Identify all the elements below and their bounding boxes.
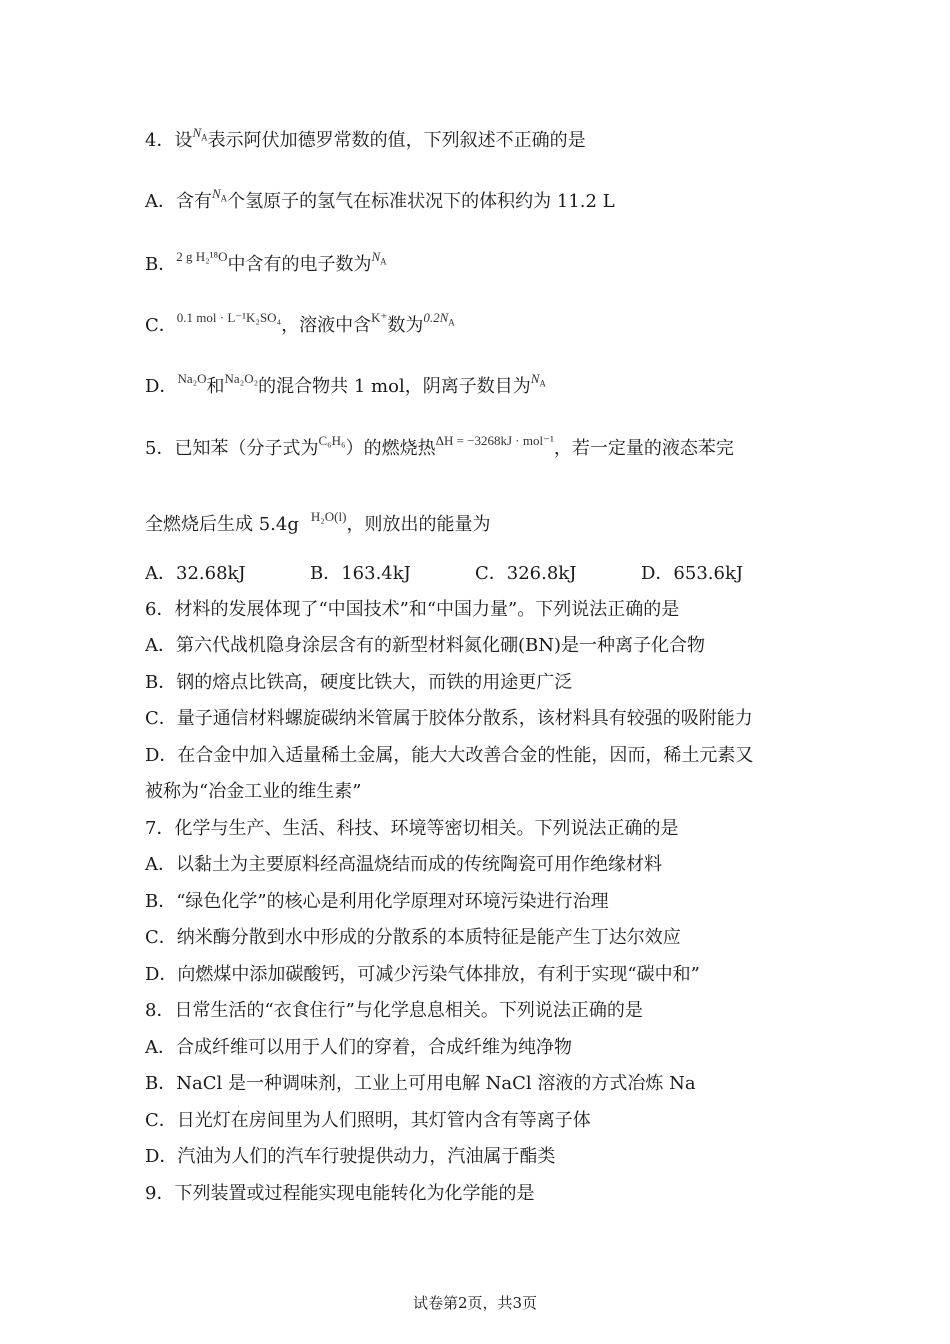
q5-stem: 5．已知苯（分子式为$^{C_6H_6}$）的燃烧热$^{\Delta H = -3268kJ \cdot mol^{-1}}$，若一定量的液态苯完 — [145, 433, 734, 459]
na-symbol: NA — [212, 186, 228, 204]
water-formula: H₂O(l) — [310, 509, 347, 524]
q5-options — [145, 563, 845, 585]
q7-stem: 7．化学与生产、生活、科技、环境等密切相关。下列说法正确的是 — [145, 818, 679, 839]
q9-stem: 9．下列装置或过程能实现电能转化为化学能的是 — [145, 1183, 535, 1204]
q6-option-a: A．第六代战机隐身涂层含有的新型材料氮化硼(BN)是一种离子化合物 — [145, 635, 706, 656]
q7-option-d: D．向燃煤中添加碳酸钙，可减少污染气体排放，有利于实现“碳中和” — [145, 964, 700, 985]
k-ion: K⁺ — [371, 310, 388, 325]
na2o2-formula: Na₂O₂ — [224, 371, 259, 386]
na-symbol: NA — [371, 249, 387, 267]
c-value: 0.2NA — [423, 310, 455, 328]
na-symbol: NA — [530, 371, 546, 389]
q6-option-d: D．在合金中加入适量稀土金属，能大大改善合金的性能，因而，稀土元素又 — [145, 745, 754, 766]
q4-stem: 4．设$^{N_A}$表示阿伏加德罗常数的值，下列叙述不正确的是 — [145, 125, 586, 151]
q8-stem: 8．日常生活的“衣食住行”与化学息息相关。下列说法正确的是 — [145, 1000, 643, 1021]
q5-option-c: C．326.8kJ — [475, 563, 577, 584]
q8-option-b: B．NaCl 是一种调味剂，工业上可用电解 NaCl 溶液的方式冶炼 Na — [145, 1073, 696, 1094]
q4-option-c: C．$^{0.1 mol \cdot L^{-1}K_2SO_4}$，溶液中含$^{K^+}$数为$^{0.2N_A}$ — [145, 310, 455, 336]
q4-option-b: B．$^{2 g H_2^{18}O}$中含有的电子数为$^{N_A}$ — [145, 249, 387, 275]
q5-option-a: A．32.68kJ — [145, 563, 246, 584]
q4-option-a: A．含有$^{N_A}$个氢原子的氢气在标准状况下的体积约为 11.2 L — [145, 186, 615, 212]
benzene-formula: C₆H₆ — [318, 433, 346, 448]
q7-option-a: A．以黏土为主要原料经高温烧结而成的传统陶瓷可用作绝缘材料 — [145, 854, 662, 875]
q6-option-c: C．量子通信材料螺旋碳纳米管属于胶体分散系，该材料具有较强的吸附能力 — [145, 708, 753, 729]
delta-h: ΔH = −3268kJ · mol⁻¹ — [435, 433, 554, 448]
c-formula: 0.1 mol · L⁻¹K₂SO₄ — [176, 310, 282, 325]
q7-option-c: C．纳米酶分散到水中形成的分散系的本质特征是能产生丁达尔效应 — [145, 927, 681, 948]
q6-option-d-cont: 被称为“冶金工业的维生素” — [145, 781, 362, 802]
q5-option-d: D．653.6kJ — [641, 563, 744, 584]
q6-stem: 6．材料的发展体现了“中国技术”和“中国力量”。下列说法正确的是 — [145, 599, 680, 620]
q6-option-b: B．钢的熔点比铁高，硬度比铁大，而铁的用途更广泛 — [145, 672, 573, 693]
q8-option-c: C．日光灯在房间里为人们照明，其灯管内含有等离子体 — [145, 1110, 591, 1131]
na-symbol: NA — [192, 125, 208, 143]
q4-option-d: D．$^{Na_2O}$和$^{Na_2O_2}$的混合物共 1 mol，阴离子数目为$^{N_A}$ — [145, 371, 546, 397]
q5-stem-line2: 全燃烧后生成 5.4g $^{H_2O(l)}$，则放出的能量为 — [145, 509, 491, 535]
q8-option-d: D．汽油为人们的汽车行驶提供动力，汽油属于酯类 — [145, 1146, 556, 1167]
na2o-formula: Na₂O — [177, 371, 207, 386]
q5-option-b: B．163.4kJ — [310, 563, 411, 584]
q7-option-b: B．“绿色化学”的核心是利用化学原理对环境污染进行治理 — [145, 891, 609, 912]
q8-option-a: A．合成纤维可以用于人们的穿着，合成纤维为纯净物 — [145, 1037, 572, 1058]
page-footer: 试卷第2页，共3页 — [412, 1294, 538, 1312]
b-formula: 2 g H₂¹⁸O — [176, 249, 228, 264]
